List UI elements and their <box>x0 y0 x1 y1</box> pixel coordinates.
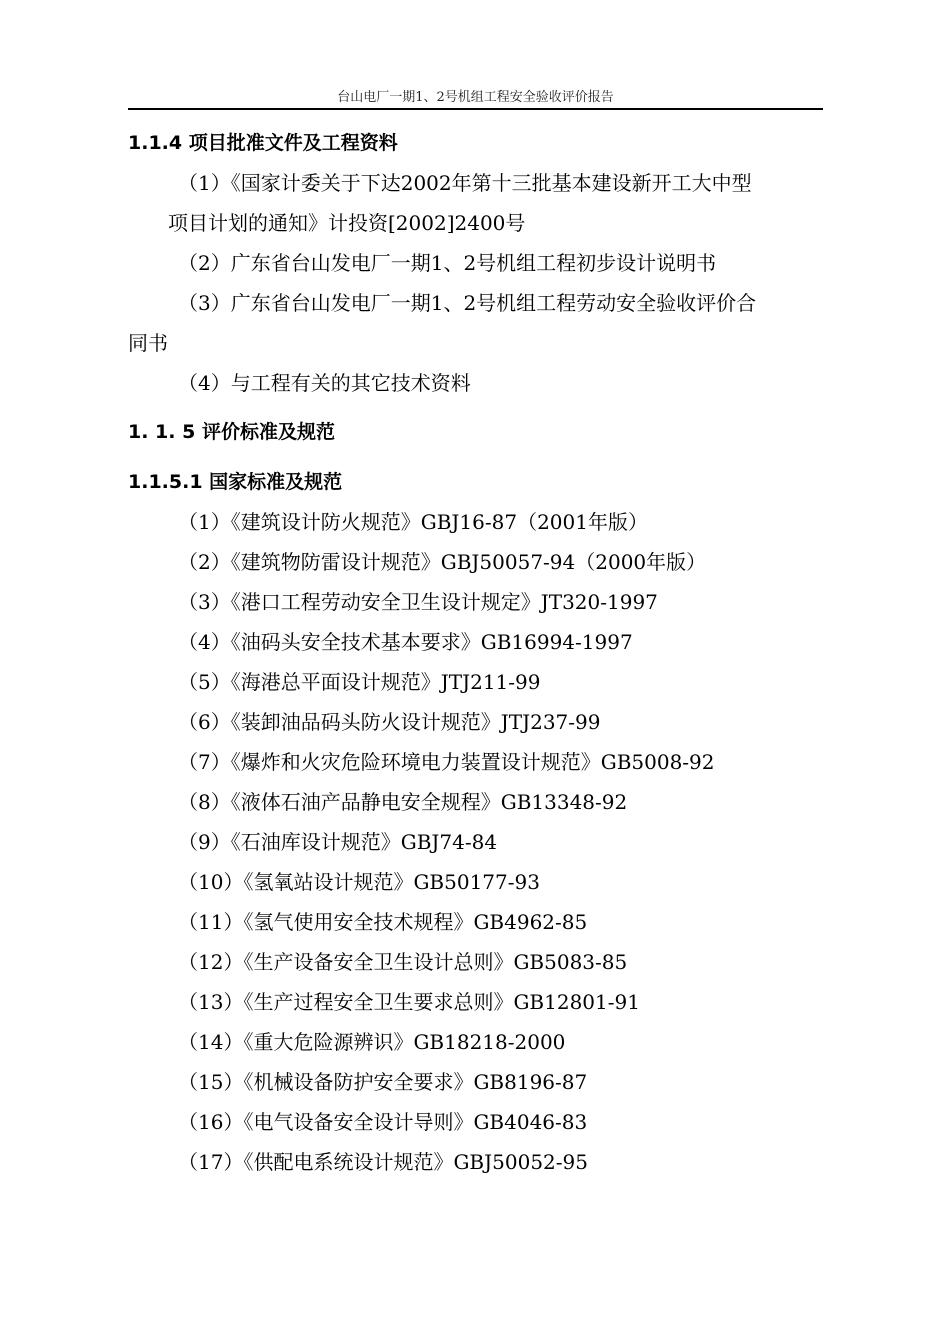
standard-item: （1）《建筑设计防火规范》GBJ16-87（2001年版） <box>178 510 648 534</box>
standard-item: （13）《生产过程安全卫生要求总则》GB12801-91 <box>178 990 640 1014</box>
page-header: 台山电厂一期1、2号机组工程安全验收评价报告 <box>337 90 614 105</box>
standard-item: （9）《石油库设计规范》GBJ74-84 <box>178 830 498 854</box>
standard-item: （11）《氢气使用安全技术规程》GB4962-85 <box>178 910 588 934</box>
header-rule <box>128 108 823 110</box>
standard-item: （3）《港口工程劳动安全卫生设计规定》JT320-1997 <box>178 590 658 614</box>
reference-item-4: （4）与工程有关的其它技术资料 <box>178 371 471 395</box>
standard-item: （8）《液体石油产品静电安全规程》GB13348-92 <box>178 790 628 814</box>
standard-item: （7）《爆炸和火灾危险环境电力装置设计规范》GB5008-92 <box>178 750 715 774</box>
standard-item: （12）《生产设备安全卫生设计总则》GB5083-85 <box>178 950 628 974</box>
section-heading-1-1-5-1: 1.1.5.1 国家标准及规范 <box>128 471 343 493</box>
standard-item: （4）《油码头安全技术基本要求》GB16994-1997 <box>178 630 633 654</box>
standard-item: （10）《氢氧站设计规范》GB50177-93 <box>178 870 540 894</box>
section-heading-1-1-5: 1. 1. 5 评价标准及规范 <box>128 421 335 443</box>
section-heading-1-1-4: 1.1.4 项目批准文件及工程资料 <box>128 132 398 154</box>
standard-item: （2）《建筑物防雷设计规范》GBJ50057-94（2000年版） <box>178 550 707 574</box>
reference-item-1-line-2: 项目计划的通知》计投资[2002]2400号 <box>168 211 526 235</box>
reference-item-3-line-2: 同书 <box>128 331 168 355</box>
reference-item-2: （2）广东省台山发电厂一期1、2号机组工程初步设计说明书 <box>178 251 717 275</box>
standard-item: （14）《重大危险源辨识》GB18218-2000 <box>178 1030 566 1054</box>
reference-item-1-line-1: （1）《国家计委关于下达2002年第十三批基本建设新开工大中型 <box>178 171 752 195</box>
standard-item: （17）《供配电系统设计规范》GBJ50052-95 <box>178 1150 588 1174</box>
reference-item-3-line-1: （3）广东省台山发电厂一期1、2号机组工程劳动安全验收评价合 <box>178 291 757 315</box>
standard-item: （6）《装卸油品码头防火设计规范》JTJ237-99 <box>178 710 601 734</box>
standard-item: （16）《电气设备安全设计导则》GB4046-83 <box>178 1110 588 1134</box>
standard-item: （5）《海港总平面设计规范》JTJ211-99 <box>178 670 541 694</box>
standard-item: （15）《机械设备防护安全要求》GB8196-87 <box>178 1070 588 1094</box>
